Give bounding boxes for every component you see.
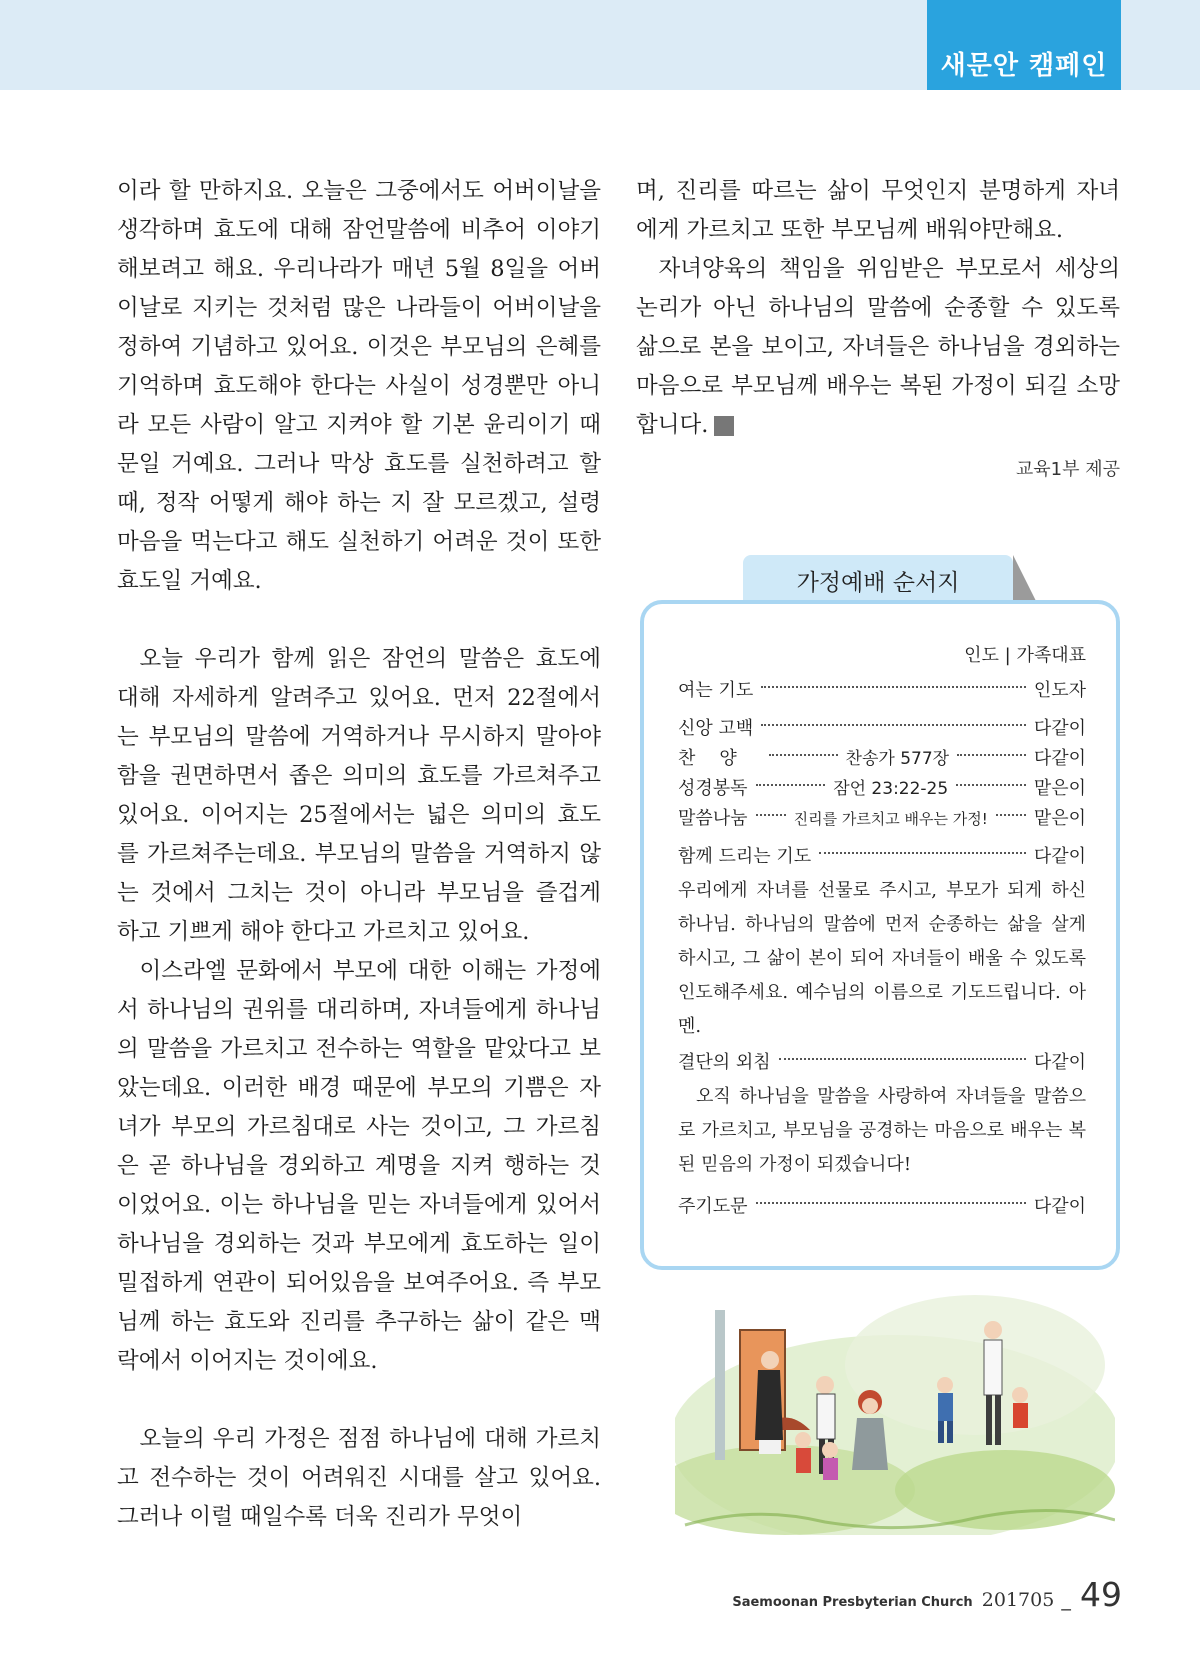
worship-order-title: 가정예배 순서지	[743, 555, 1013, 605]
church-name: Saemoonan Presbyterian Church	[732, 1595, 973, 1610]
dot-leader	[779, 1058, 1026, 1060]
resolution-text: 오직 하나님을 말씀을 사랑하여 자녀들을 말씀으로 가르치고, 부모님을 공경하는 마음으로 배우는 복된 믿음의 가정이 되겠습니다!	[678, 1086, 1086, 1175]
order-item-name: 신앙 고백	[678, 718, 754, 739]
order-item-who: 다같이	[1033, 846, 1086, 867]
section-tab: 새문안 캠페인	[927, 0, 1121, 90]
dot-leader	[756, 814, 786, 816]
paragraph: 이라 할 만하지요. 오늘은 그중에서도 어버이날을 생각하며 효도에 대해 잠언말씀에 비추어 이야기해보려고 해요. 우리나라가 매년 5월 8일을 어버이날로 지키는 것처럼 많은 나라들이 어버이날을 정하여 기념하고 있어요. 이것은 부모님의 은혜를 기억하며 효도해야 한다는 사실이 성경뿐만 아니라 모든 사람이 알고 지켜야 할 기본 윤리이기 때문일 거예요. 그러나 막상 효도를 실천하려고 할 때, 정작 어떻게 해야 하는 지 잘 모르겠고, 설령 마음을 먹는다고 해도 실천하기 어려운 것이 또한 효도일 거예요.	[117, 178, 601, 594]
article-right-column	[636, 172, 1120, 445]
order-item-detail: 잠언 23:22-25	[833, 779, 949, 799]
order-item-who: 다같이	[1033, 1196, 1086, 1217]
worship-order-box	[640, 600, 1120, 1270]
page-number: 49	[1080, 1575, 1122, 1614]
order-item-name: 결단의 외침	[678, 1052, 771, 1073]
end-mark-icon: 새	[714, 416, 734, 436]
order-item-name: 말씀나눔	[678, 808, 748, 829]
order-item-who: 다같이	[1033, 718, 1086, 739]
leader-line: 인도 | 가족대표	[964, 645, 1086, 666]
paragraph: 오늘 우리가 함께 읽은 잠언의 말씀은 효도에 대해 자세하게 알려주고 있어요. 먼저 22절에서는 부모님의 말씀에 거역하거나 무시하지 말아야 함을 권면하면서 좁은 의미의 효도를 가르쳐주고 있어요. 이어지는 25절에서는 넓은 의미의 효도를 가르쳐주는데요. 부모님의 말씀을 거역하지 않는 것에서 그치는 것이 아니라 부모님을 즐겁게 하고 기쁘게 해야 한다고 가르치고 있어요.	[117, 646, 601, 945]
dot-leader	[761, 724, 1026, 726]
order-item-who: 다같이	[1033, 1052, 1086, 1073]
order-item-name: 여는 기도	[678, 680, 754, 701]
order-item-who: 다같이	[1033, 748, 1086, 769]
credit-line: 교육1부 제공	[1015, 459, 1120, 480]
tab-corner-shape	[1013, 555, 1037, 603]
order-item-who: 인도자	[1033, 680, 1086, 701]
order-row	[678, 744, 1086, 774]
page-footer	[700, 1575, 1122, 1614]
dot-leader	[756, 784, 826, 786]
order-item-who: 맡은이	[1033, 778, 1086, 799]
paragraph: 오늘의 우리 가정은 점점 하나님에 대해 가르치고 전수하는 것이 어려워진 시대를 살고 있어요. 그러나 이럴 때일수록 더욱 진리가 무엇이	[117, 1426, 601, 1530]
paragraph-text: 자녀양육의 책임을 위임받은 부모로서 세상의 논리가 아닌 하나님의 말씀에 순종할 수 있도록 삶으로 본을 보이고, 자녀들은 하나님을 경외하는 마음으로 부모님께 배우는 복된 가정이 되길 소망합니다.	[636, 256, 1120, 438]
order-item-detail: 진리를 가르치고 배우는 가정!	[793, 810, 988, 828]
order-row	[678, 714, 1086, 744]
issue-number: 201705	[981, 1589, 1055, 1611]
dot-leader	[956, 784, 1026, 786]
order-row	[678, 1192, 1086, 1222]
order-row	[678, 804, 1086, 834]
dot-leader	[819, 852, 1026, 854]
dot-leader	[996, 814, 1026, 816]
footer-dash: _	[1061, 1589, 1071, 1611]
dot-leader	[761, 686, 1026, 688]
order-item-name: 찬양	[678, 748, 761, 769]
dot-leader	[957, 754, 1026, 756]
order-item-detail: 찬송가 577장	[845, 749, 950, 769]
order-row	[678, 842, 1086, 872]
order-row	[678, 676, 1086, 706]
article-left-column	[117, 172, 601, 1537]
order-row	[678, 1048, 1086, 1078]
paragraph: 며, 진리를 따르는 삶이 무엇인지 분명하게 자녀에게 가르치고 또한 부모님께 배워야만해요.	[636, 178, 1120, 243]
order-row	[678, 774, 1086, 804]
dot-leader	[756, 1202, 1026, 1204]
paragraph	[636, 250, 1120, 445]
order-item-name: 성경봉독	[678, 778, 748, 799]
family-illustration	[675, 1290, 1115, 1535]
dot-leader	[769, 754, 838, 756]
order-item-name: 주기도문	[678, 1196, 748, 1217]
prayer-text: 우리에게 자녀를 선물로 주시고, 부모가 되게 하신 하나님. 하나님의 말씀에 먼저 순종하는 삶을 살게 하시고, 그 삶이 본이 되어 자녀들이 배울 수 있도록 인도해주세요. 예수님의 이름으로 기도드립니다. 아멘.	[678, 880, 1086, 1037]
order-item-name: 함께 드리는 기도	[678, 846, 812, 867]
paragraph: 이스라엘 문화에서 부모에 대한 이해는 가정에서 하나님의 권위를 대리하며, 자녀들에게 하나님의 말씀을 가르치고 전수하는 역할을 맡았다고 보았는데요. 이러한 배경 때문에 부모의 기쁨은 자녀가 부모의 가르침대로 사는 것이고, 그 가르침은 곧 하나님을 경외하고 계명을 지켜 행하는 것이었어요. 이는 하나님을 믿는 자녀들에게 있어서 하나님을 경외하는 것과 부모에게 효도하는 일이 밀접하게 연관이 되어있음을 보여주어요. 즉 부모님께 하는 효도와 진리를 추구하는 삶이 같은 맥락에서 이어지는 것이에요.	[117, 958, 601, 1374]
order-item-who: 맡은이	[1033, 808, 1086, 829]
